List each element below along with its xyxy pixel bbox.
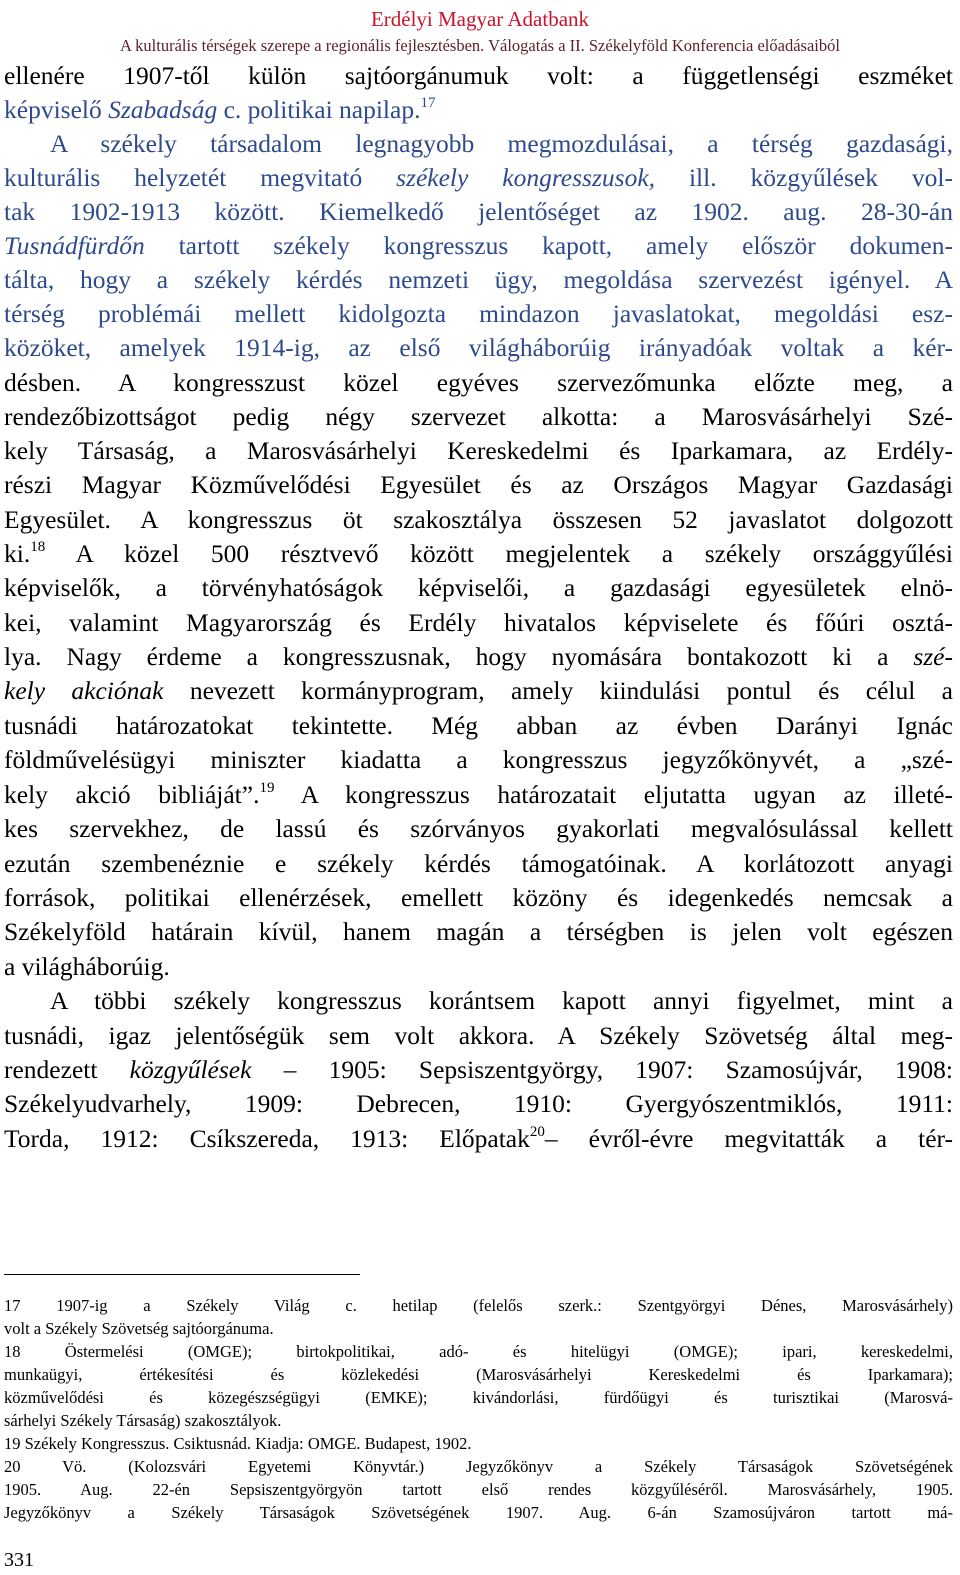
body-line: tak 1902-1913 között. Kiemelkedő jelentőséget az 1902. aug. 28-30-án bbox=[4, 197, 953, 226]
body-line: A székely társadalom legnagyobb megmozdulásai, a térség gazdasági, bbox=[50, 129, 953, 158]
body-line: rendezőbizottságot pedig négy szervezet alkotta: a Marosvásárhelyi Szé- bbox=[4, 402, 953, 431]
body-line: Tusnádfürdőn tartott székely kongresszus kapott, amely először dokumen- bbox=[4, 231, 953, 260]
body-line: désben. A kongresszust közel egyéves szervezőmunka előzte meg, a bbox=[4, 368, 953, 397]
footnote-line: 17 1907-ig a Székely Világ c. hetilap (felelős szerk.: Szentgyörgyi Dénes, Marosvásárhely) bbox=[4, 1296, 953, 1315]
body-line: kulturális helyzetét megvitató székely kongresszusok, ill. közgyűlések vol- bbox=[4, 163, 953, 192]
footnote-line: 19 Székely Kongresszus. Csiktusnád. Kiadja: OMGE. Budapest, 1902. bbox=[4, 1434, 472, 1453]
body-line: képviselő Szabadság c. politikai napilap.$^{17}$ bbox=[4, 95, 436, 124]
body-line: Székelyudvarhely, 1909: Debrecen, 1910: Gyergyószentmiklós, 1911: bbox=[4, 1089, 953, 1118]
body-line: képviselők, a törvényhatóságok képviselői, a gazdasági egyesületek elnö- bbox=[4, 573, 953, 602]
footnote-line: Jegyzőkönyv a Székely Társaságok Szövetségének 1907. Aug. 6-án Szamosújváron tartott má- bbox=[4, 1503, 953, 1522]
body-line: források, politikai ellenérzések, emellett közöny és idegenkedés nemcsak a bbox=[4, 883, 953, 912]
footnote-ref[interactable]: 18 bbox=[30, 539, 46, 555]
footnote-line: volt a Székely Szövetség sajtóorgánuma. bbox=[4, 1319, 274, 1338]
body-line: ezután szembenéznie e székely kérdés támogatóinak. A korlátozott anyagi bbox=[4, 849, 953, 878]
body-line: A többi székely kongresszus korántsem kapott annyi figyelmet, mint a bbox=[50, 986, 953, 1015]
footnote-line: 18 Östermelési (OMGE); birtokpolitikai, adó- és hitelügyi (OMGE); ipari, kereskedelmi, bbox=[4, 1342, 953, 1361]
footnote-divider bbox=[4, 1274, 360, 1275]
body-line: a világháborúig. bbox=[4, 952, 170, 981]
footnote-ref[interactable]: 20 bbox=[529, 1124, 545, 1140]
body-line: földművelésügyi miniszter kiadatta a kongresszus jegyzőkönyvét, a „szé- bbox=[4, 745, 953, 774]
page-number: 331 bbox=[4, 1549, 34, 1571]
body-line: kes szervekhez, de lassú és szórványos gyakorlati megvalósulással kellett bbox=[4, 814, 953, 843]
footnote-line: közművelődési és közegészségügyi (EMKE); kivándorlási, fürdőügyi és turisztikai (Marosvá- bbox=[4, 1388, 953, 1407]
body-line: kei, valamint Magyarország és Erdély hivatalos képviselete és főúri osztá- bbox=[4, 608, 953, 637]
body-line: térség problémái mellett kidolgozta mindazon javaslatokat, megoldási esz- bbox=[4, 299, 953, 328]
footnote-line: 1905. Aug. 22-én Sepsiszentgyörgyön tartott első rendes közgyűléséről. Marosvásárhely, 1905. bbox=[4, 1480, 953, 1499]
footnote-ref[interactable]: 17 bbox=[420, 95, 436, 111]
header-title: Erdélyi Magyar Adatbank bbox=[370, 7, 590, 31]
footnote-line: sárhelyi Székely Társaság) szakosztályok. bbox=[4, 1411, 282, 1430]
footnote-line: munkaügyi, értékesítési és közlekedési (Marosvásárhelyi Kereskedelmi és Iparkamara); bbox=[4, 1365, 953, 1384]
body-line: tusnádi, igaz jelentőségük sem volt akkora. A Székely Szövetség által meg- bbox=[4, 1021, 953, 1050]
body-line: rendezett közgyűlések – 1905: Sepsiszentgyörgy, 1907: Szamosújvár, 1908: bbox=[4, 1055, 953, 1084]
body-line: ellenére 1907-től külön sajtóorgánumuk volt: a függetlenségi eszméket bbox=[4, 61, 953, 90]
body-line: kely akció bibliáját”.$^{19}$ A kongresszus határozatait eljutatta ugyan az illeté- bbox=[4, 780, 953, 809]
footnote-ref[interactable]: 19 bbox=[259, 780, 275, 796]
body-line: Egyesület. A kongresszus öt szakosztálya összesen 52 javaslatot dolgozott bbox=[4, 505, 953, 534]
body-line: közöket, amelyek 1914-ig, az első világháborúig irányadóak voltak a kér- bbox=[4, 333, 953, 362]
footnote-line: 20 Vö. (Kolozsvári Egyetemi Könyvtár.) Jegyzőkönyv a Székely Társaságok Szövetségének bbox=[4, 1457, 953, 1476]
body-line: Székelyföld határain kívül, hanem magán a térségben is jelen volt egészen bbox=[4, 917, 953, 946]
body-line: Torda, 1912: Csíkszereda, 1913: Előpatak$^{20}$– évről-évre megvitatták a tér- bbox=[4, 1124, 953, 1153]
body-line: tálta, hogy a székely kérdés nemzeti ügy, megoldása szervezést igényel. A bbox=[4, 265, 953, 294]
body-line: lya. Nagy érdeme a kongresszusnak, hogy nyomására bontakozott ki a szé- bbox=[4, 642, 953, 671]
body-line: kely akciónak nevezett kormányprogram, amely kiindulási pontul és célul a bbox=[4, 676, 954, 705]
body-line: részi Magyar Közművelődési Egyesület és az Országos Magyar Gazdasági bbox=[4, 470, 953, 499]
body-line: tusnádi határozatokat tekintette. Még abban az évben Darányi Ignác bbox=[4, 711, 953, 740]
body-line: ki.$^{18}$ A közel 500 résztvevő között megjelentek a székely országgyűlési bbox=[4, 539, 953, 568]
header-subtitle: A kulturális térségek szerepe a regionális fejlesztésben. Válogatás a II. Székelyföld Konferencia előadásaiból bbox=[120, 36, 840, 55]
body-line: kely Társaság, a Marosvásárhelyi Kereskedelmi és Iparkamara, az Erdély- bbox=[4, 436, 953, 465]
